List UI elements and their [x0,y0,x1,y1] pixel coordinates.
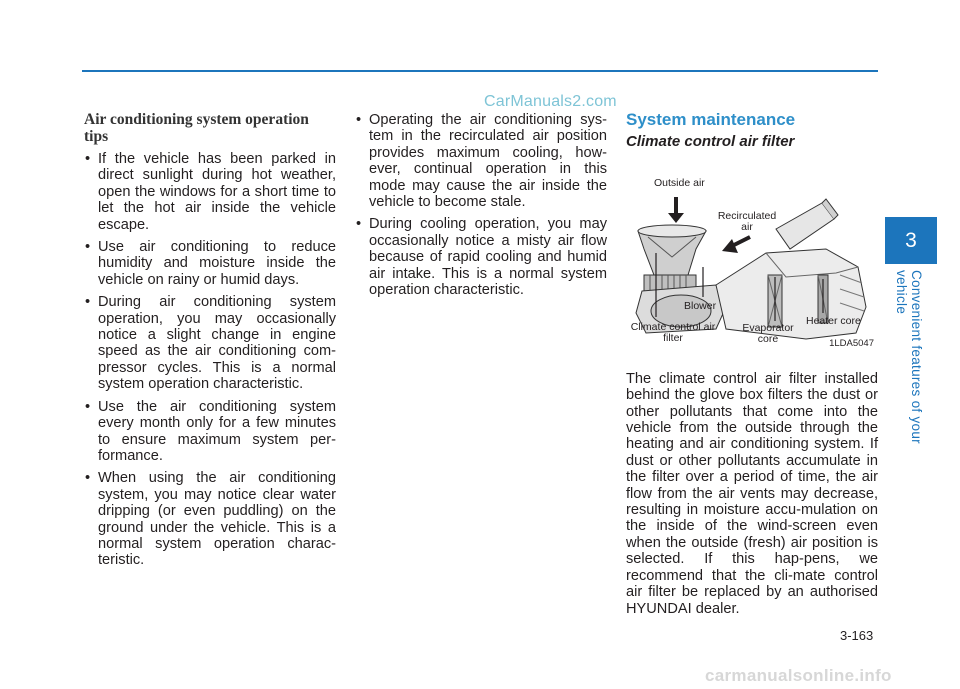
list-item: • If the vehicle has been parked in direct sunlight during hot weather, open the windows for a short time to let the hot air inside the vehicle escape. [84,151,336,233]
top-rule [82,70,878,72]
left-column [84,112,336,575]
label-evaporator-core: Evaporator core [742,321,794,345]
label-climate-control-air-filter: Climate control air filter [630,320,716,344]
chapter-title: Convenient features of your vehicle [894,270,924,444]
list-item: • During air conditioning system operation, you may occasionally notice a slight change in engine speed as the air conditioning com-pressor cycles. This is a normal system operation characteristic. [84,294,336,392]
watermark-top[interactable]: CarManuals2.com [484,93,617,110]
list-item: • Operating the air conditioning sys-tem in the recirculated air position provides maximum cooling, how-ever, continual operation in this mode may cause the air inside the vehicle to become stale. [355,112,607,210]
section-heading: Air conditioning system operation tips [84,111,309,145]
list-item: • Use the air conditioning system every month only for a few minutes to ensure maximum system per-formance. [84,399,336,465]
figure-code: 1LDA5047 [829,338,874,350]
page-number: 3-163 [840,628,874,643]
label-blower: Blower [684,299,717,312]
label-outside-air: Outside air [654,176,705,189]
subsection-title: Climate control air filter [626,133,795,151]
air-filter-diagram [626,157,878,357]
label-heater-core: Heater core [806,314,861,327]
label-recirculated-air: Recirculated air [717,209,777,233]
watermark-bottom[interactable]: carmanualsonline.info [705,666,892,685]
chapter-number-tab[interactable]: 3 [885,217,937,264]
middle-column [355,112,607,304]
list-item: • During cooling operation, you may occasionally notice a misty air flow because of rapid cooling and humid air intake. This is a normal system operation characteristic. [355,216,607,298]
list-item: • Use air conditioning to reduce humidity and moisture inside the vehicle on rainy or humid days. [84,239,336,288]
tips-list [84,151,336,569]
list-item: • When using the air conditioning system, you may notice clear water dripping (or even puddling) on the ground under the vehicle. This is a normal system operation charac-teristic. [84,470,336,568]
section-title: System maintenance [626,110,796,129]
filter-description: The climate control air filter installed behind the glove box filters the dust or other pollutants that come into the vehicle from the outside through the heating and air conditioning system. If dust or other pollutants accumulate in the filter over a period of time, the air flow from the air vents may decrease, resulting in moisture accu-mulation on the inside of the wind-screen even when the outside (fresh) air position is selected. If this hap-pens, we recommend that the cli-mate control air filter be replaced by an authorised HYUNDAI dealer. [626,370,878,617]
tips-list-continued [355,112,607,298]
right-column [626,112,878,617]
